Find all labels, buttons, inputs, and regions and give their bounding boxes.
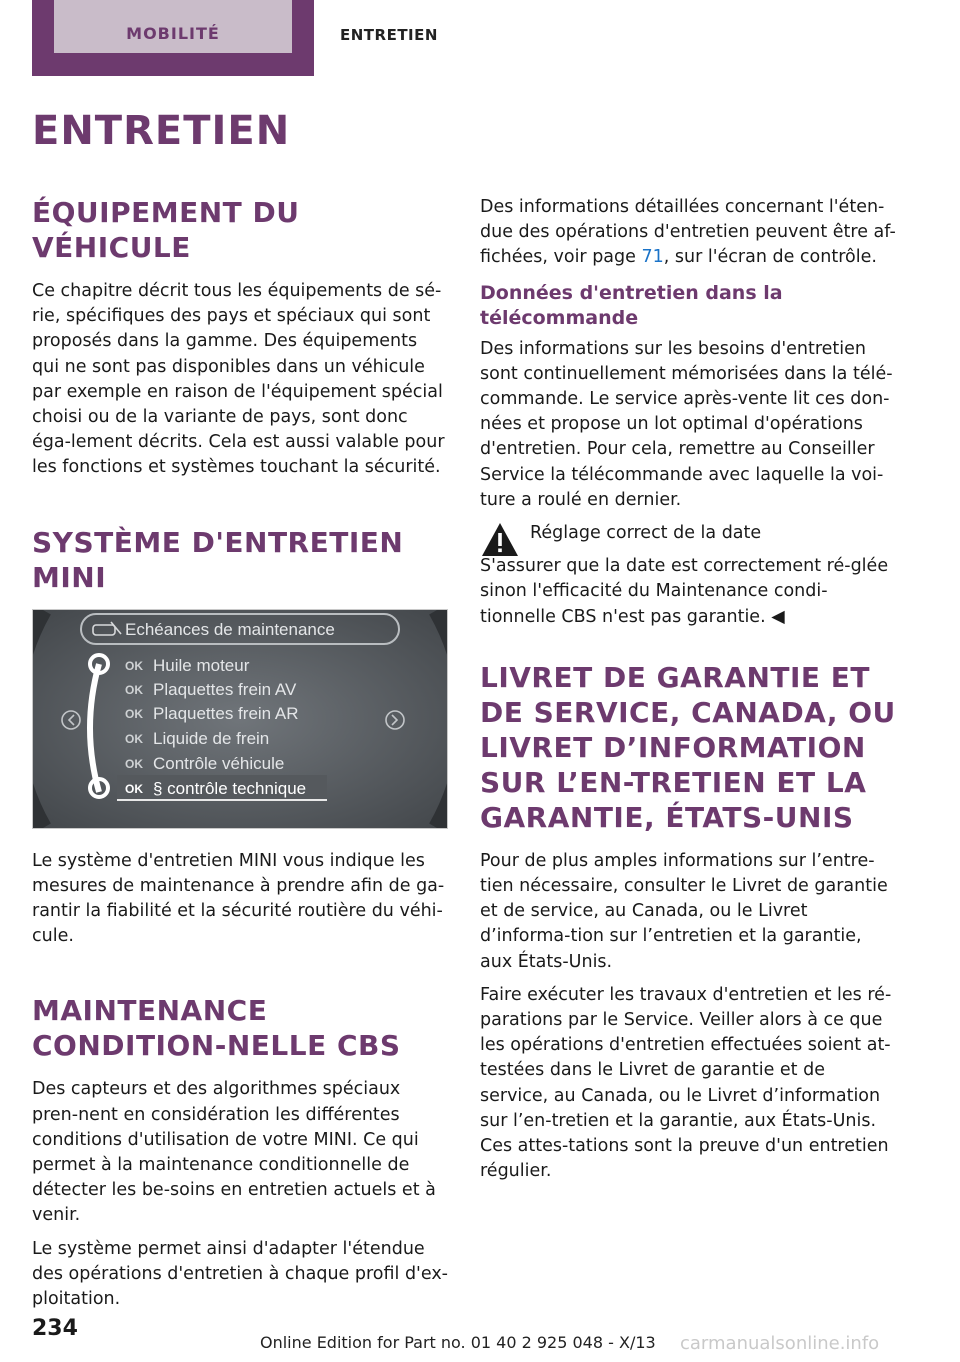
- section-heading-warranty-booklet: LIVRET DE GARANTIE ET DE SERVICE, CANADA, OU LIVRET D’INFORMATION SUR L’EN-TRETIEN ET LA GARANTIE, ÉTATS-UNIS: [480, 660, 896, 834]
- warranty-paragraph-2: Faire exécuter les travaux d'entretien et les ré-parations par le Service. Veiller alors à ce que les opérations d'entretien effectuées soient at-testées dans le Livret de garantie et de service, au Canada, ou le Livret d’information sur l’en-tretien et la garantie, aux États-Unis. Ces attes-tations sont la preuve d'un entretien régulier.: [480, 984, 892, 1182]
- cbs-paragraph-2: Le système permet ainsi d'adapter l'étendue des opérations d'entretien à chaque profil d'ex-ploitation.: [32, 1238, 448, 1310]
- cbs-paragraph-1: Des capteurs et des algorithmes spéciaux pren-nent en considération les différentes conditions d'utilisation de votre MINI. Ce qui permet à la maintenance conditionnelle de détecter les be-soins en entretien actuels et à venir.: [32, 1079, 436, 1226]
- screen-item[interactable]: Plaquettes frein AV: [153, 679, 297, 699]
- ok-label: OK: [125, 658, 143, 673]
- screen-item[interactable]: Liquide de frein: [153, 728, 270, 748]
- tab-mobilite-label[interactable]: MOBILITÉ: [54, 0, 292, 53]
- left-column: [32, 195, 448, 1320]
- screen-header-text: Echéances de maintenance: [125, 619, 335, 639]
- header-tab-active[interactable]: [32, 0, 314, 76]
- section-heading-mini-service: SYSTÈME D'ENTRETIEN MINI: [32, 525, 404, 594]
- warning-text: S'assurer que la date est correctement ré-glée sinon l'efficacité du Maintenance condi-tionnelle CBS n'est pas garantie. ◀: [480, 556, 889, 627]
- screen-item-selected[interactable]: § contrôle technique: [153, 778, 307, 798]
- page-number: 234: [32, 1316, 78, 1341]
- details-paragraph: [480, 195, 896, 271]
- screen-item[interactable]: Plaquettes frein AR: [153, 703, 299, 723]
- warranty-paragraph-1: Pour de plus amples informations sur l’entre-tien nécessaire, consulter le Livret de garantie et de service, au Canada, ou le Livret d’informa-tion sur l’entretien et la garantie, aux États-Unis.: [480, 850, 888, 972]
- edition-note: Online Edition for Part no. 01 40 2 925 048 - X/13: [260, 1333, 656, 1352]
- section-heading-cbs: MAINTENANCE CONDITION-NELLE CBS: [32, 994, 401, 1063]
- maintenance-screen-illustration: [33, 610, 447, 828]
- remote-data-paragraph: Des informations sur les besoins d'entretien sont continuellement mémorisées dans la télé-commande. Le service après-vente lit ces don-nées et propose un lot optimal d'opérations d'entretien. Pour cela, remettre au Conseiller Service la télécommande avec laquelle la voi-ture a roulé en dernier.: [480, 338, 893, 510]
- ok-label: OK: [125, 756, 143, 771]
- warning-title: Réglage correct de la date: [530, 523, 762, 544]
- maintenance-screen-image: [32, 609, 448, 829]
- page-title: ENTRETIEN: [32, 108, 291, 154]
- mini-service-paragraph: Le système d'entretien MINI vous indique les mesures de maintenance à prendre afin de ga-rantir la fiabilité et la sécurité routière du véhi-cule.: [32, 850, 445, 947]
- ok-label: OK: [125, 781, 143, 796]
- ok-label: OK: [125, 706, 143, 721]
- screen-item[interactable]: Huile moteur: [153, 655, 250, 675]
- ok-label: OK: [125, 731, 143, 746]
- equipment-paragraph: Ce chapitre décrit tous les équipements de sé-rie, spécifiques des pays et spéciaux qui sont proposés dans la gamme. Des équipements qui ne sont pas disponibles dans un véhicule par exemple en raison de l'équipement spécial choisi ou de la variante de pays, sont donc éga-lement décrits. Cela est aussi valable pour les fonctions et systèmes touchant la sécurité.: [32, 281, 445, 478]
- details-text-start: Des informations détaillées concernant l'éten-due des opérations d'entretien peuvent être af-fichées, voir page: [480, 197, 896, 268]
- warning-triangle-icon: [480, 521, 520, 559]
- tab-entretien-label[interactable]: ENTRETIEN: [340, 26, 438, 44]
- watermark: carmanualsonline.info: [680, 1333, 880, 1354]
- page-71-link[interactable]: 71: [641, 247, 664, 268]
- subheading-remote-data: Données d'entretien dans la télécommande: [480, 281, 783, 329]
- ok-label: OK: [125, 682, 143, 697]
- screen-item[interactable]: Contrôle véhicule: [153, 753, 285, 773]
- warning-note: [480, 521, 896, 630]
- details-text-end: , sur l'écran de contrôle.: [663, 247, 877, 268]
- right-column: [480, 195, 896, 1192]
- section-heading-equipment: ÉQUIPEMENT DU VÉHICULE: [32, 196, 300, 264]
